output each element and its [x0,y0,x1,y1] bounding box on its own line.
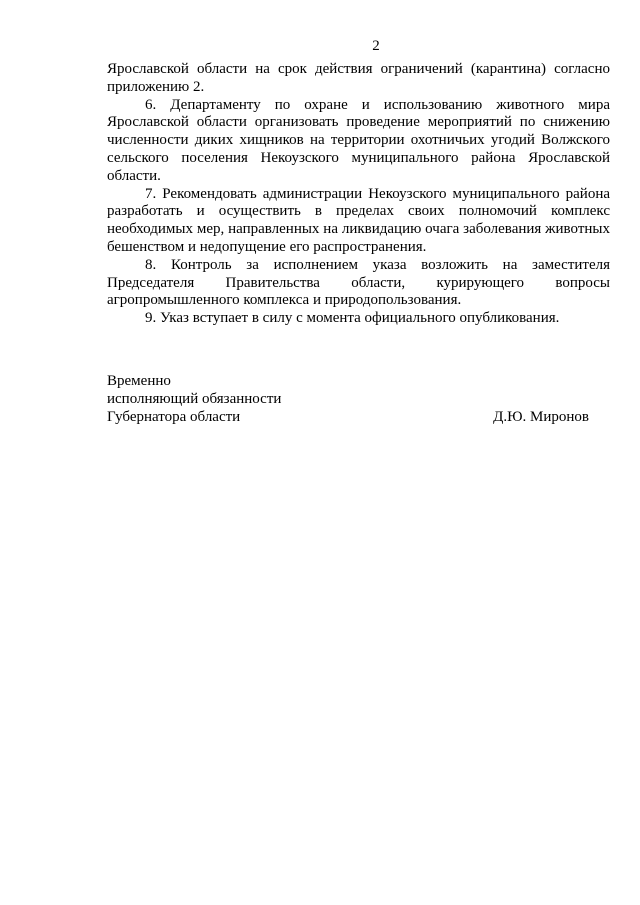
paragraph-item-8: 8. Контроль за исполнением указа возложить на заместителя Председателя Правительства области, курирующего вопросы агропромышленного комплекса и природопользования. [107,256,610,309]
signatory-row [107,409,589,427]
signatory-title-line-2: исполняющий обязанности [107,390,282,407]
signature-block [107,373,589,426]
document-body [107,61,610,328]
paragraph-item-6: 6. Департаменту по охране и использованию животного мира Ярославской области организовать проведение мероприятий по снижению численности диких хищников на территории охотничьих угодий Волжского сельского поселения Некоузского муниципального района Ярославской области. [107,96,610,184]
signatory-title-line-1: Временно [107,373,171,389]
signatory-title-line-3: Губернатора области [107,408,241,425]
signatory-name: Д.Ю. Миронов [493,408,589,425]
paragraph-item-7: 7. Рекомендовать администрации Некоузского муниципального района разработать и осуществить в пределах своих полномочий комплекс необходимых мер, направленных на ликвидацию очага заболевания животных бешенством и недопущение его распространения. [107,185,610,255]
paragraph-continuation: Ярославской области на срок действия ограничений (карантина) согласно приложению 2. [107,61,610,95]
paragraph-item-9: 9. Указ вступает в силу с момента официального опубликования. [145,310,560,327]
page-number: 2 [372,38,380,54]
